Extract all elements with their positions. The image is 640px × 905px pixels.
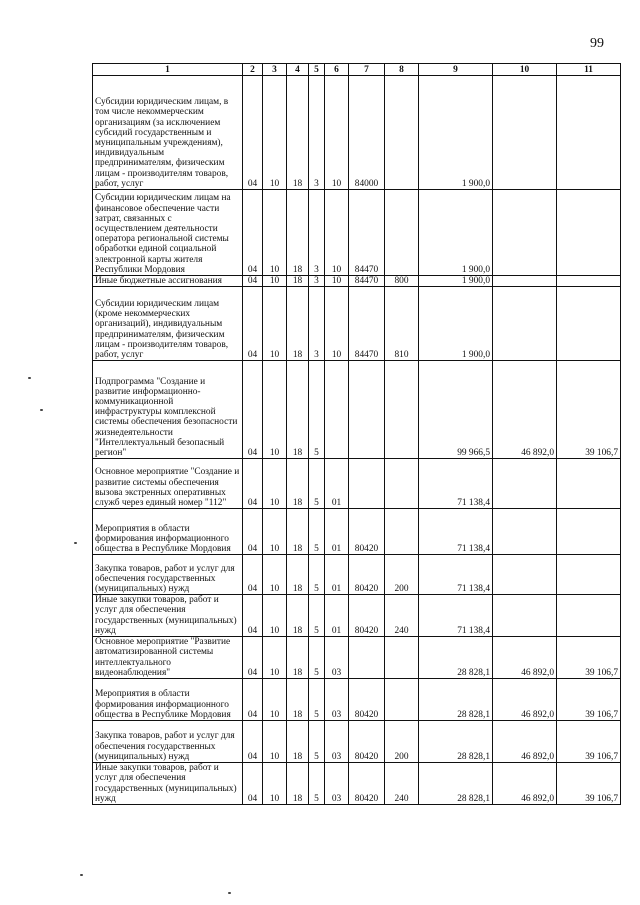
cell-amount-col10 — [493, 276, 557, 287]
cell-col7: 84000 — [349, 76, 385, 190]
cell-col8 — [385, 459, 419, 509]
cell-amount-col9: 28 828,1 — [419, 763, 493, 805]
cell-amount-col9: 1 900,0 — [419, 287, 493, 361]
cell-col2: 04 — [243, 361, 263, 459]
cell-col8: 240 — [385, 595, 419, 637]
cell-col7: 80420 — [349, 509, 385, 555]
table-row — [93, 361, 621, 459]
cell-col5: 3 — [309, 287, 325, 361]
row-name: Основное мероприятие "Развитие автоматизированной системы интеллектуального видеонаблюдения" — [93, 637, 243, 679]
cell-amount-col9: 28 828,1 — [419, 721, 493, 763]
cell-col6: 03 — [325, 679, 349, 721]
cell-col4: 18 — [287, 190, 309, 276]
cell-col5: 5 — [309, 721, 325, 763]
row-name: Иные закупки товаров, работ и услуг для обеспечения государственных (муниципальных) нужд — [93, 595, 243, 637]
cell-amount-col10 — [493, 555, 557, 595]
table-body — [93, 76, 621, 805]
cell-col6: 01 — [325, 595, 349, 637]
cell-col8 — [385, 76, 419, 190]
cell-amount-col9: 1 900,0 — [419, 190, 493, 276]
table-row — [93, 763, 621, 805]
cell-col2: 04 — [243, 679, 263, 721]
cell-amount-col10: 46 892,0 — [493, 679, 557, 721]
cell-col8: 800 — [385, 276, 419, 287]
cell-amount-col11 — [557, 509, 621, 555]
table-row — [93, 459, 621, 509]
cell-col4: 18 — [287, 595, 309, 637]
cell-col3: 10 — [263, 287, 287, 361]
scan-speck — [228, 892, 231, 894]
cell-amount-col11: 39 106,7 — [557, 637, 621, 679]
cell-col2: 04 — [243, 509, 263, 555]
cell-col6: 01 — [325, 555, 349, 595]
cell-amount-col9: 1 900,0 — [419, 276, 493, 287]
cell-col2: 04 — [243, 76, 263, 190]
cell-col6: 03 — [325, 763, 349, 805]
cell-col4: 18 — [287, 459, 309, 509]
row-name: Подпрограмма "Создание и развитие информационно-коммуникационной инфраструктуры комплексной системы обеспечения безопасности жизнедеятельности "Интеллектуальный безопасный регион" — [93, 361, 243, 459]
cell-col2: 04 — [243, 637, 263, 679]
cell-col3: 10 — [263, 459, 287, 509]
cell-col8: 240 — [385, 763, 419, 805]
row-name: Мероприятия в области формирования информационного общества в Республике Мордовия — [93, 509, 243, 555]
cell-col2: 04 — [243, 555, 263, 595]
cell-col6: 10 — [325, 190, 349, 276]
row-name: Иные бюджетные ассигнования — [93, 276, 243, 287]
column-header: 1 — [93, 64, 243, 76]
column-header: 11 — [557, 64, 621, 76]
table-row — [93, 76, 621, 190]
cell-amount-col11 — [557, 276, 621, 287]
cell-col6 — [325, 361, 349, 459]
cell-col4: 18 — [287, 76, 309, 190]
cell-amount-col11 — [557, 76, 621, 190]
cell-amount-col10: 46 892,0 — [493, 361, 557, 459]
cell-amount-col11: 39 106,7 — [557, 361, 621, 459]
cell-col4: 18 — [287, 287, 309, 361]
row-name: Основное мероприятие "Создание и развитие системы обеспечения вызова экстренных оперативных служб через единый номер "112" — [93, 459, 243, 509]
table-row — [93, 509, 621, 555]
cell-col2: 04 — [243, 190, 263, 276]
cell-col3: 10 — [263, 595, 287, 637]
cell-col7: 80420 — [349, 595, 385, 637]
cell-amount-col9: 28 828,1 — [419, 637, 493, 679]
cell-amount-col11 — [557, 287, 621, 361]
cell-col8 — [385, 190, 419, 276]
table-row — [93, 276, 621, 287]
cell-amount-col10 — [493, 190, 557, 276]
cell-col7: 80420 — [349, 763, 385, 805]
cell-col3: 10 — [263, 721, 287, 763]
column-header: 10 — [493, 64, 557, 76]
scan-speck — [40, 409, 43, 411]
cell-col7: 80420 — [349, 555, 385, 595]
cell-col4: 18 — [287, 555, 309, 595]
table-row — [93, 637, 621, 679]
column-header: 6 — [325, 64, 349, 76]
cell-col7: 84470 — [349, 287, 385, 361]
row-name: Мероприятия в области формирования информационного общества в Республике Мордовия — [93, 679, 243, 721]
cell-amount-col11: 39 106,7 — [557, 763, 621, 805]
cell-amount-col10: 46 892,0 — [493, 637, 557, 679]
row-name: Закупка товаров, работ и услуг для обеспечения государственных (муниципальных) нужд — [93, 555, 243, 595]
cell-col4: 18 — [287, 679, 309, 721]
cell-col7 — [349, 361, 385, 459]
cell-col7: 80420 — [349, 721, 385, 763]
cell-col2: 04 — [243, 459, 263, 509]
cell-col5: 5 — [309, 459, 325, 509]
cell-col8 — [385, 679, 419, 721]
cell-col5: 5 — [309, 361, 325, 459]
cell-amount-col10 — [493, 76, 557, 190]
cell-col3: 10 — [263, 763, 287, 805]
cell-col6: 10 — [325, 76, 349, 190]
table-header-row — [93, 64, 621, 76]
cell-amount-col9: 71 138,4 — [419, 509, 493, 555]
column-header: 8 — [385, 64, 419, 76]
cell-col8: 200 — [385, 721, 419, 763]
cell-col4: 18 — [287, 361, 309, 459]
table-row — [93, 721, 621, 763]
cell-col3: 10 — [263, 679, 287, 721]
cell-col7 — [349, 637, 385, 679]
cell-col8: 810 — [385, 287, 419, 361]
cell-col8 — [385, 361, 419, 459]
column-header: 9 — [419, 64, 493, 76]
cell-col8 — [385, 509, 419, 555]
cell-col4: 18 — [287, 276, 309, 287]
cell-col6: 03 — [325, 637, 349, 679]
cell-col2: 04 — [243, 276, 263, 287]
cell-amount-col10 — [493, 459, 557, 509]
column-header: 3 — [263, 64, 287, 76]
cell-col5: 5 — [309, 679, 325, 721]
cell-col2: 04 — [243, 287, 263, 361]
scan-speck — [74, 542, 77, 544]
cell-col5: 3 — [309, 76, 325, 190]
row-name: Иные закупки товаров, работ и услуг для обеспечения государственных (муниципальных) нужд — [93, 763, 243, 805]
cell-amount-col10 — [493, 287, 557, 361]
cell-col3: 10 — [263, 509, 287, 555]
cell-amount-col11 — [557, 555, 621, 595]
cell-col3: 10 — [263, 361, 287, 459]
cell-col2: 04 — [243, 721, 263, 763]
cell-col4: 18 — [287, 763, 309, 805]
cell-amount-col11 — [557, 459, 621, 509]
cell-amount-col11 — [557, 190, 621, 276]
cell-amount-col9: 71 138,4 — [419, 459, 493, 509]
page-number: 99 — [590, 36, 604, 51]
cell-col5: 5 — [309, 763, 325, 805]
cell-col6: 01 — [325, 509, 349, 555]
scan-speck — [80, 874, 83, 876]
cell-amount-col9: 99 966,5 — [419, 361, 493, 459]
row-name: Субсидии юридическим лицам на финансовое обеспечение части затрат, связанных с осуществлением деятельности оператора региональной системы обработки единой социальной электронной карты жителя Республики Мордовия — [93, 190, 243, 276]
cell-amount-col9: 1 900,0 — [419, 76, 493, 190]
cell-amount-col10 — [493, 509, 557, 555]
cell-col5: 5 — [309, 595, 325, 637]
cell-col2: 04 — [243, 763, 263, 805]
cell-col3: 10 — [263, 76, 287, 190]
column-header: 4 — [287, 64, 309, 76]
cell-col7 — [349, 459, 385, 509]
cell-amount-col9: 71 138,4 — [419, 555, 493, 595]
cell-amount-col10: 46 892,0 — [493, 763, 557, 805]
cell-col4: 18 — [287, 509, 309, 555]
table-row — [93, 287, 621, 361]
cell-col5: 3 — [309, 276, 325, 287]
column-header: 5 — [309, 64, 325, 76]
cell-col6: 03 — [325, 721, 349, 763]
cell-col8: 200 — [385, 555, 419, 595]
row-name: Субсидии юридическим лицам (кроме некоммерческих организаций), индивидуальным предпринимателям, физическим лицам - производителям товаров, работ, услуг — [93, 287, 243, 361]
column-header: 7 — [349, 64, 385, 76]
cell-col3: 10 — [263, 555, 287, 595]
cell-col4: 18 — [287, 637, 309, 679]
budget-table — [92, 63, 621, 805]
table-row — [93, 190, 621, 276]
cell-col7: 84470 — [349, 276, 385, 287]
row-name: Закупка товаров, работ и услуг для обеспечения государственных (муниципальных) нужд — [93, 721, 243, 763]
table-row — [93, 555, 621, 595]
cell-col6: 10 — [325, 276, 349, 287]
cell-col7: 80420 — [349, 679, 385, 721]
cell-amount-col11: 39 106,7 — [557, 679, 621, 721]
column-header: 2 — [243, 64, 263, 76]
cell-col6: 01 — [325, 459, 349, 509]
cell-amount-col9: 71 138,4 — [419, 595, 493, 637]
scan-speck — [28, 377, 31, 379]
cell-col5: 5 — [309, 555, 325, 595]
cell-col8 — [385, 637, 419, 679]
cell-col4: 18 — [287, 721, 309, 763]
cell-col6: 10 — [325, 287, 349, 361]
cell-col7: 84470 — [349, 190, 385, 276]
cell-amount-col11: 39 106,7 — [557, 721, 621, 763]
cell-col5: 5 — [309, 637, 325, 679]
cell-col3: 10 — [263, 637, 287, 679]
table-row — [93, 595, 621, 637]
cell-amount-col11 — [557, 595, 621, 637]
cell-amount-col10: 46 892,0 — [493, 721, 557, 763]
row-name: Субсидии юридическим лицам, в том числе некоммерческим организациям (за исключением субсидий государственным и муниципальным учреждениям), индивидуальным предпринимателям, физическим лицам - производителям товаров, работ, услуг — [93, 76, 243, 190]
cell-amount-col10 — [493, 595, 557, 637]
cell-col3: 10 — [263, 190, 287, 276]
cell-col2: 04 — [243, 595, 263, 637]
cell-amount-col9: 28 828,1 — [419, 679, 493, 721]
cell-col5: 3 — [309, 190, 325, 276]
cell-col3: 10 — [263, 276, 287, 287]
cell-col5: 5 — [309, 509, 325, 555]
table-row — [93, 679, 621, 721]
